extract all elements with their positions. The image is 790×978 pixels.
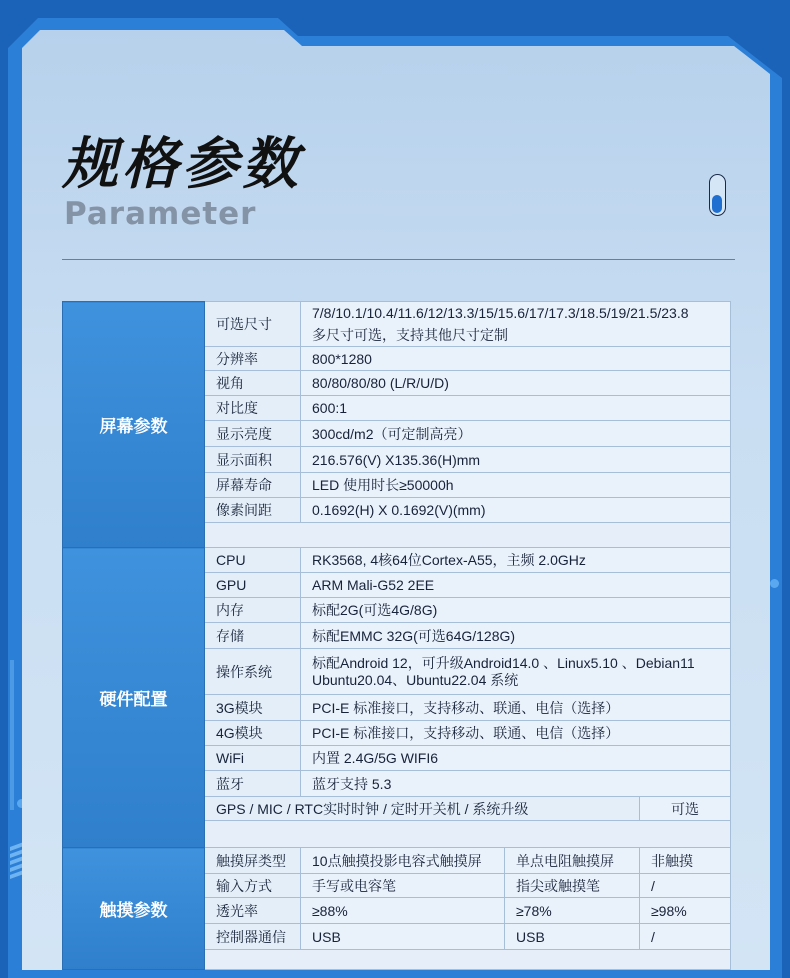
- table-row: [63, 848, 731, 874]
- scroll-toggle-icon[interactable]: [709, 174, 726, 216]
- spec-key: 透光率: [205, 898, 301, 924]
- spec-value: 10点触摸投影电容式触摸屏: [301, 848, 505, 874]
- spec-key: 视角: [205, 371, 301, 396]
- spec-value: 标配EMMC 32G(可选64G/128G): [301, 623, 731, 649]
- page-subtitle: Parameter: [64, 196, 257, 232]
- spec-key: 可选尺寸: [205, 302, 301, 347]
- spec-key: WiFi: [205, 746, 301, 771]
- toggle-knob: [712, 195, 722, 213]
- spec-value: 内置 2.4G/5G WIFI6: [301, 746, 731, 771]
- spec-value: 非触摸: [640, 848, 731, 874]
- spec-value: 标配2G(可选4G/8G): [301, 598, 731, 623]
- spec-key: 存储: [205, 623, 301, 649]
- spec-value-line: 7/8/10.1/10.4/11.6/12/13.3/15/15.6/17/17.3/18.5/19/21.5/23.8: [312, 305, 689, 321]
- spec-table: [62, 301, 731, 970]
- spacer-cell: [205, 821, 731, 848]
- table-row: [63, 548, 731, 573]
- side-decoration-bar: [10, 660, 14, 810]
- spec-key: 4G模块: [205, 721, 301, 746]
- spec-key: 输入方式: [205, 874, 301, 898]
- spec-key: 分辨率: [205, 347, 301, 371]
- spec-value: [301, 649, 731, 695]
- spec-key: CPU: [205, 548, 301, 573]
- spec-value: 单点电阻触摸屏: [505, 848, 640, 874]
- spec-key: 触摸屏类型: [205, 848, 301, 874]
- spec-value: ARM Mali-G52 2EE: [301, 573, 731, 598]
- spacer-cell: [205, 523, 731, 548]
- spec-key: GPU: [205, 573, 301, 598]
- spec-value: 300cd/m2（可定制高亮）: [301, 421, 731, 447]
- decoration-dot-right: [770, 579, 779, 588]
- spec-value: 216.576(V) X135.36(H)mm: [301, 447, 731, 473]
- spec-key: 操作系统: [205, 649, 301, 695]
- section-screen-heading: 屏幕参数: [63, 302, 205, 548]
- spec-key: 蓝牙: [205, 771, 301, 797]
- spec-value: RK3568, 4核64位Cortex-A55，主频 2.0GHz: [301, 548, 731, 573]
- spec-value: PCI-E 标准接口，支持移动、联通、电信（选择）: [301, 695, 731, 721]
- spec-value: ≥98%: [640, 898, 731, 924]
- spec-value: 80/80/80/80 (L/R/U/D): [301, 371, 731, 396]
- spec-value: [301, 302, 731, 347]
- spec-key: 屏幕寿命: [205, 473, 301, 498]
- spec-value: ≥88%: [301, 898, 505, 924]
- spec-key: 显示亮度: [205, 421, 301, 447]
- spec-value-line: Ubuntu20.04、Ubuntu22.04 系统: [312, 671, 519, 688]
- spec-key: 显示面积: [205, 447, 301, 473]
- spec-key: 控制器通信: [205, 924, 301, 950]
- spec-value: ≥78%: [505, 898, 640, 924]
- spacer-cell: [205, 950, 731, 970]
- spec-value: 800*1280: [301, 347, 731, 371]
- section-touch-heading: 触摸参数: [63, 848, 205, 970]
- spec-key: 对比度: [205, 396, 301, 421]
- spec-value: USB: [505, 924, 640, 950]
- spec-key: 像素间距: [205, 498, 301, 523]
- page-title: 规格参数: [62, 132, 302, 197]
- spec-value: 0.1692(H) X 0.1692(V)(mm): [301, 498, 731, 523]
- spec-value-line: 标配Android 12，可升级Android14.0 、Linux5.10 、Debian11: [312, 654, 695, 671]
- gps-row-label: GPS / MIC / RTC实时时钟 / 定时开关机 / 系统升级: [205, 797, 640, 821]
- spec-value: USB: [301, 924, 505, 950]
- spec-value: 蓝牙支持 5.3: [301, 771, 731, 797]
- spec-value: 手写或电容笔: [301, 874, 505, 898]
- spec-value: /: [640, 874, 731, 898]
- section-hardware-heading: 硬件配置: [63, 548, 205, 848]
- spec-key: 内存: [205, 598, 301, 623]
- spec-key: 3G模块: [205, 695, 301, 721]
- spec-value: PCI-E 标准接口，支持移动、联通、电信（选择）: [301, 721, 731, 746]
- spec-value: /: [640, 924, 731, 950]
- table-row: [63, 302, 731, 347]
- title-divider: [62, 259, 735, 260]
- spec-value: LED 使用时长≥50000h: [301, 473, 731, 498]
- spec-value-line: 多尺寸可选，支持其他尺寸定制: [312, 327, 508, 343]
- gps-row-value: 可选: [640, 797, 731, 821]
- spec-value: 600:1: [301, 396, 731, 421]
- spec-value: 指尖或触摸笔: [505, 874, 640, 898]
